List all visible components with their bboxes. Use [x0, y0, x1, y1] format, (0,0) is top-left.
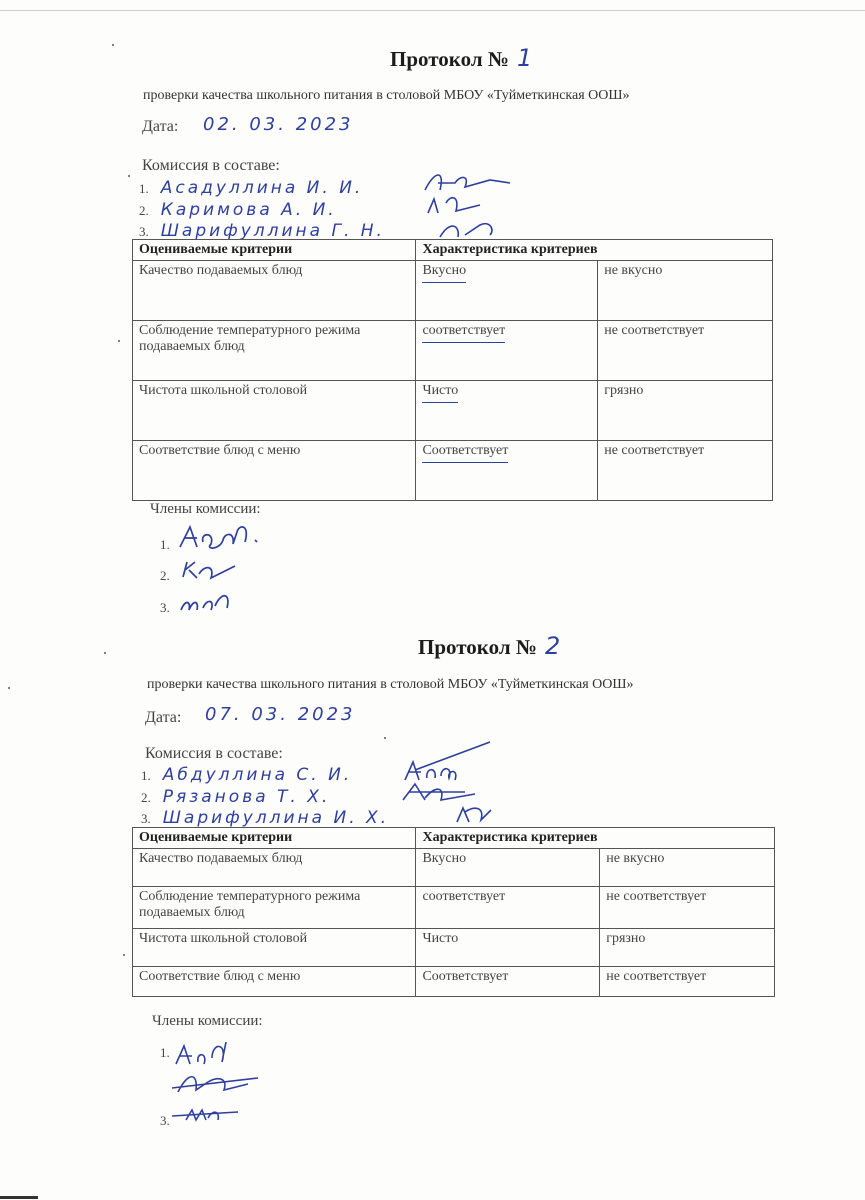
- protocol-2-commission-signatures: [395, 740, 495, 830]
- header-criteria: Оцениваемые критерии: [133, 828, 416, 849]
- protocol-1-commission-item: 2. Каримова А. И.: [139, 200, 337, 220]
- protocol-1-member-signatures: [175, 522, 275, 617]
- protocol-1-subtitle: проверки качества школьного питания в столовой МБОУ «Туйметкинская ООШ»: [143, 88, 630, 103]
- scan-speck: [128, 175, 130, 177]
- protocol-1-members-label: Члены комиссии:: [150, 501, 261, 517]
- scan-speck: [8, 687, 10, 689]
- scan-speck: [112, 44, 114, 46]
- protocol-2-date-value: 07. 03. 2023: [205, 704, 356, 725]
- protocol-2-date-label: Дата:: [145, 709, 182, 726]
- table-row: Чистота школьной столовой Чисто грязно: [133, 929, 775, 967]
- protocol-2-member-signatures: [168, 1032, 268, 1132]
- protocol-2-number: 2: [544, 632, 561, 660]
- table-row: Соответствие блюд с меню Соответствует не соответствует: [133, 441, 773, 501]
- selected-option: Вкусно: [422, 263, 466, 283]
- scan-edge-mark: [0, 1196, 38, 1199]
- table-row: Соблюдение температурного режима подаваемых блюд соответствует не соответствует: [133, 887, 775, 929]
- protocol-2-commission-item: 2. Рязанова Т. Х.: [141, 787, 331, 807]
- protocol-2-criteria-table: [132, 827, 775, 997]
- protocol-1-number: 1: [516, 44, 533, 72]
- protocol-2-members-label: Члены комиссии:: [152, 1013, 263, 1029]
- protocol-2-commission-item: 3. Шарифуллина И. Х.: [141, 808, 390, 828]
- table-row: Соблюдение температурного режима подаваемых блюд соответствует не соответствует: [133, 321, 773, 381]
- protocol-1-date-value: 02. 03. 2023: [203, 114, 354, 135]
- table-header-row: [133, 828, 775, 849]
- header-characteristics: Характеристика критериев: [416, 828, 775, 849]
- protocol-1-commission-signatures: [420, 165, 530, 245]
- protocol-1-criteria-table: [132, 239, 773, 501]
- scan-speck: [104, 652, 106, 654]
- table-row: Соответствие блюд с меню Соответствует не соответствует: [133, 967, 775, 997]
- selected-option: Соответствует: [422, 443, 508, 463]
- scan-speck: [118, 340, 120, 342]
- scan-speck: [384, 737, 386, 739]
- protocol-2-title: Протокол № 2: [418, 632, 561, 660]
- protocol-2-member-3: 3.: [160, 1113, 170, 1128]
- table-row: Качество подаваемых блюд Вкусно не вкусно: [133, 849, 775, 887]
- table-header-row: [133, 240, 773, 261]
- protocol-1-member-1: 1.: [160, 537, 170, 552]
- protocol-2-subtitle: проверки качества школьного питания в столовой МБОУ «Туйметкинская ООШ»: [147, 677, 634, 692]
- protocol-1-commission-item: 3. Шарифуллина Г. Н.: [139, 221, 385, 241]
- protocol-2-member-1: 1.: [160, 1045, 170, 1060]
- protocol-1-title: Протокол № 1: [390, 44, 533, 72]
- protocol-1-commission-item: 1. Асадуллина И. И.: [139, 178, 364, 198]
- protocol-2-commission-item: 1. Абдуллина С. И.: [141, 765, 353, 785]
- scan-edge-line: [0, 10, 865, 11]
- protocol-1-date-label: Дата:: [142, 118, 179, 135]
- scan-speck: [123, 954, 125, 956]
- protocol-1-commission-label: Комиссия в составе:: [142, 157, 280, 174]
- protocol-1-member-2: 2.: [160, 568, 170, 583]
- selected-option: соответствует: [422, 323, 505, 343]
- header-characteristics: Характеристика критериев: [416, 240, 773, 261]
- table-row: Чистота школьной столовой Чисто грязно: [133, 381, 773, 441]
- selected-option: Чисто: [422, 383, 458, 403]
- header-criteria: Оцениваемые критерии: [133, 240, 416, 261]
- protocol-1-member-3: 3.: [160, 600, 170, 615]
- protocol-2-commission-label: Комиссия в составе:: [145, 745, 283, 762]
- table-row: Качество подаваемых блюд Вкусно не вкусно: [133, 261, 773, 321]
